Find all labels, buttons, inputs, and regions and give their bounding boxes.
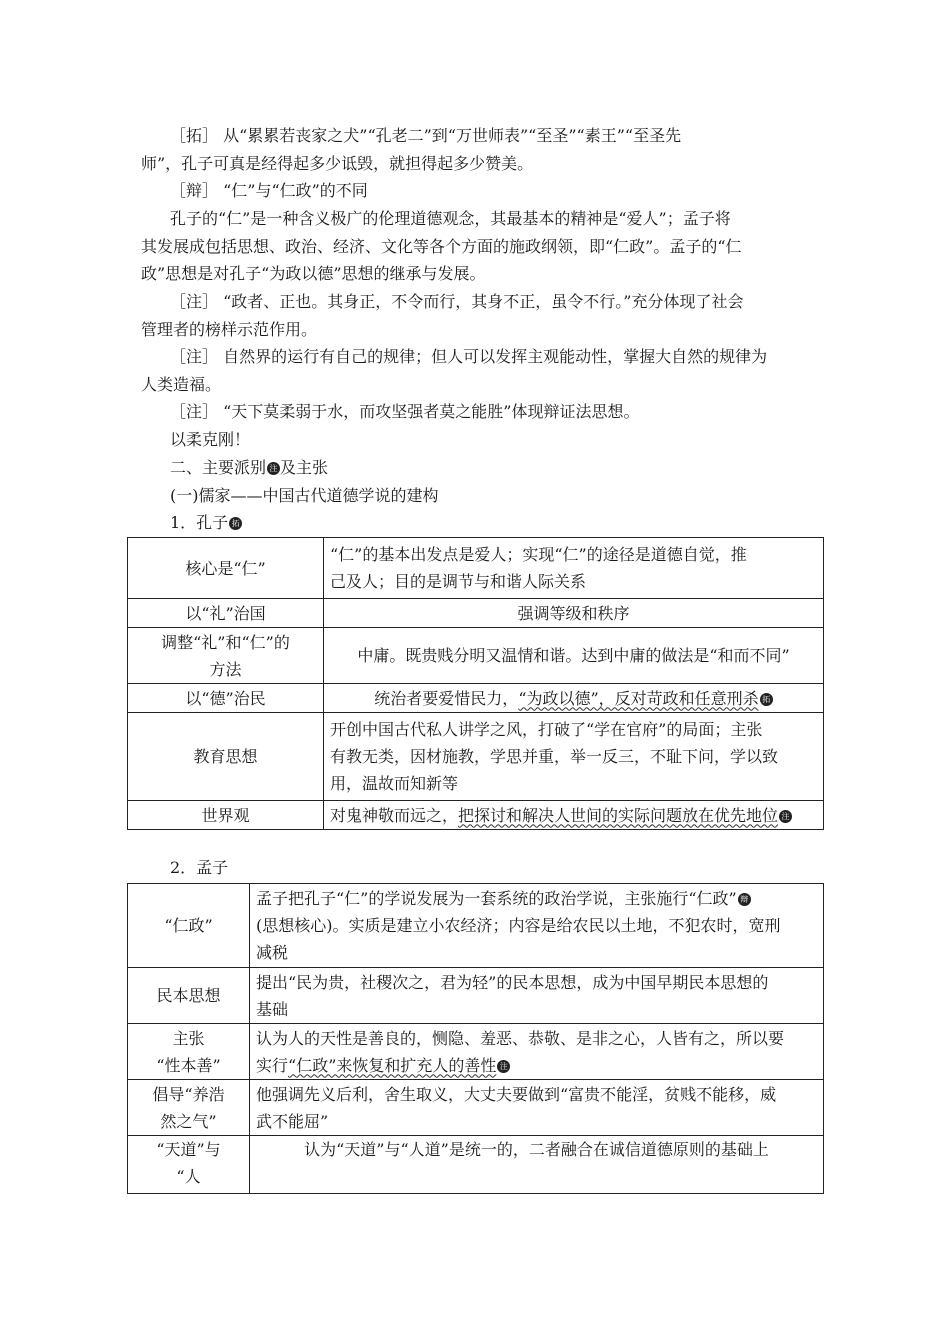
cell-text: 实行 [256,1055,289,1075]
cell-text-line: 用，温故而知新等 [330,774,459,793]
table-value-cell: 中庸。既贵贱分明又温情和谐。达到中庸的做法是“和而不同” [324,628,824,684]
tuo-badge-icon: 拓 [760,693,773,706]
cell-text-line: 基础 [256,999,289,1019]
section-heading-2 [170,458,328,478]
cell-text-line: “性本善” [156,1055,221,1075]
tuo-badge-icon: 拓 [229,517,242,530]
table-row [128,713,824,801]
table-value-cell: 强调等级和秩序 [324,599,824,628]
table-row [128,1080,824,1136]
table-key-cell [128,1024,250,1080]
table-key-cell: 核心是“仁” [128,538,324,599]
table-value-cell: 认为“天道”与“人道”是统一的，二者融合在诚信道德原则的基础上 [250,1136,824,1194]
mengzi-table [127,883,824,1194]
mengzi-heading: 2．孟子 [170,858,229,877]
wavy-emphasis-text: “仁政”来恢复和扩充人的善性 [288,1055,497,1075]
table-value-cell [324,684,824,713]
cell-text-line: 然之气” [160,1111,217,1131]
cell-text-line: 开创中国古代私人讲学之风，打破了“学在官府”的局面；主张 [330,720,763,739]
cell-text: 统治者要爱惜民力， [374,688,519,708]
wavy-emphasis-text: “为政以德”，反对苛政和任意刑杀 [518,688,759,708]
tuo-note-line1: ［拓］ 从“累累若丧家之犬”“孔老二”到“万世师表”“至圣”“素王”“至圣先 [170,126,682,145]
kongzi-table [127,537,824,830]
zhu-badge-icon: 注 [779,810,792,823]
section-heading-text: 二、主要派别 [170,458,267,477]
table-row [128,968,824,1024]
ren-paragraph-line3: 政”思想是对孔子“为政以德”思想的继承与发展。 [141,264,486,283]
table-key-cell: 以“德”治民 [128,684,324,713]
cell-text: 孟子把孔子“仁”的学说发展为一套系统的政治学说，主张施行“仁政” [256,889,737,908]
cell-text-line: 己及人；目的是调节与和谐人际关系 [330,572,587,591]
zhu-note2-line2: 人类造福。 [141,375,222,394]
subsection-heading-ru: (一)儒家——中国古代道德学说的建构 [170,486,439,505]
table-key-cell: 民本思想 [128,968,250,1024]
table-key-cell [128,1080,250,1136]
cell-text-line: 倡导“养浩 [152,1084,225,1104]
cell-text-line: 减税 [256,943,289,962]
cell-text-line: 认为人的天性是善良的，恻隐、羞恶、恭敬、是非之心，人皆有之，所以要 [256,1028,785,1048]
table-row [128,684,824,713]
section-heading-tail: 及主张 [280,458,329,477]
table-value-cell [250,968,824,1024]
table-key-cell [128,1136,250,1194]
table-key-cell: “仁政” [128,884,250,968]
cell-text-line: 他强调先义后利，舍生取义，大丈夫要做到“富贵不能淫，贫贱不能移，威 [256,1084,777,1104]
cell-text-line: (思想核心)。实质是建立小农经济；内容是给农民以土地，不犯农时，宽刑 [256,916,781,935]
zhu-note2-line1: ［注］ 自然界的运行有自己的规律；但人可以发挥主观能动性，掌握大自然的规律为 [170,347,768,366]
table-key-cell: 世界观 [128,801,324,830]
table-value-cell [250,884,824,968]
table-value-cell [324,713,824,801]
table-row [128,884,824,968]
zhu-note1-line1: ［注］ “政者、正也。其身正，不令而行，其身不正，虽令不行。”充分体现了社会 [170,292,744,311]
ren-paragraph-line2: 其发展成包括思想、政治、经济、文化等各个方面的施政纲领，即“仁政”。孟子的“仁 [141,237,742,256]
table-value-cell [250,1024,824,1080]
cell-text-line: “仁”的基本出发点是爱人；实现“仁”的途径是道德自觉，推 [330,545,747,564]
cell-text-line: 方法 [209,659,242,679]
table-value-cell [324,801,824,830]
cell-text-line: 调整“礼”和“仁”的 [161,632,290,652]
table-row [128,1024,824,1080]
cell-text-line: 有教无类，因材施教，学思并重，举一反三，不耻下问，学以致 [330,747,779,766]
zhu-badge-icon: 注 [497,1060,510,1073]
kongzi-heading-text: 1．孔子 [170,513,229,532]
wavy-emphasis-text: 把探讨和解决人世间的实际问题放在优先地位 [458,805,779,825]
zhu-note1-line2: 管理者的榜样示范作用。 [141,320,318,339]
cell-text-line: “天道”与 [156,1140,221,1159]
table-value-cell [250,1080,824,1136]
table-key-cell [128,628,324,684]
ren-paragraph-line1: 孔子的“仁”是一种含义极广的伦理道德观念，其最基本的精神是“爱人”；孟子将 [170,209,731,228]
cell-text: 对鬼神敬而远之， [330,805,459,825]
zhu-badge-icon: 注 [267,462,280,475]
table-row [128,1136,824,1194]
table-key-cell: 教育思想 [128,713,324,801]
table-row [128,538,824,599]
cell-text-line [256,1052,817,1079]
table-row [128,628,824,684]
table-row [128,599,824,628]
cell-text-line [256,885,817,912]
cell-text-line: 提出“民为贵，社稷次之，君为轻”的民本思想，成为中国早期民本思想的 [256,972,769,992]
table-value-cell [324,538,824,599]
cell-text-line: “人 [176,1167,201,1186]
cell-text-line: 主张 [172,1028,205,1048]
table-key-cell: 以“礼”治国 [128,599,324,628]
bian-note: ［辩］ “仁”与“仁政”的不同 [170,181,368,200]
cell-text-line: 武不能屈” [256,1111,329,1131]
table-row [128,801,824,830]
bian-badge-icon: 辩 [738,893,751,906]
zhu-note3: ［注］ “天下莫柔弱于水，而攻坚强者莫之能胜”体现辩证法思想。 [170,402,640,421]
rou-ke-gang-line: 以柔克刚！ [170,430,251,449]
kongzi-heading [170,513,242,533]
tuo-note-line2: 师”，孔子可真是经得起多少诋毁，就担得起多少赞美。 [141,154,534,173]
